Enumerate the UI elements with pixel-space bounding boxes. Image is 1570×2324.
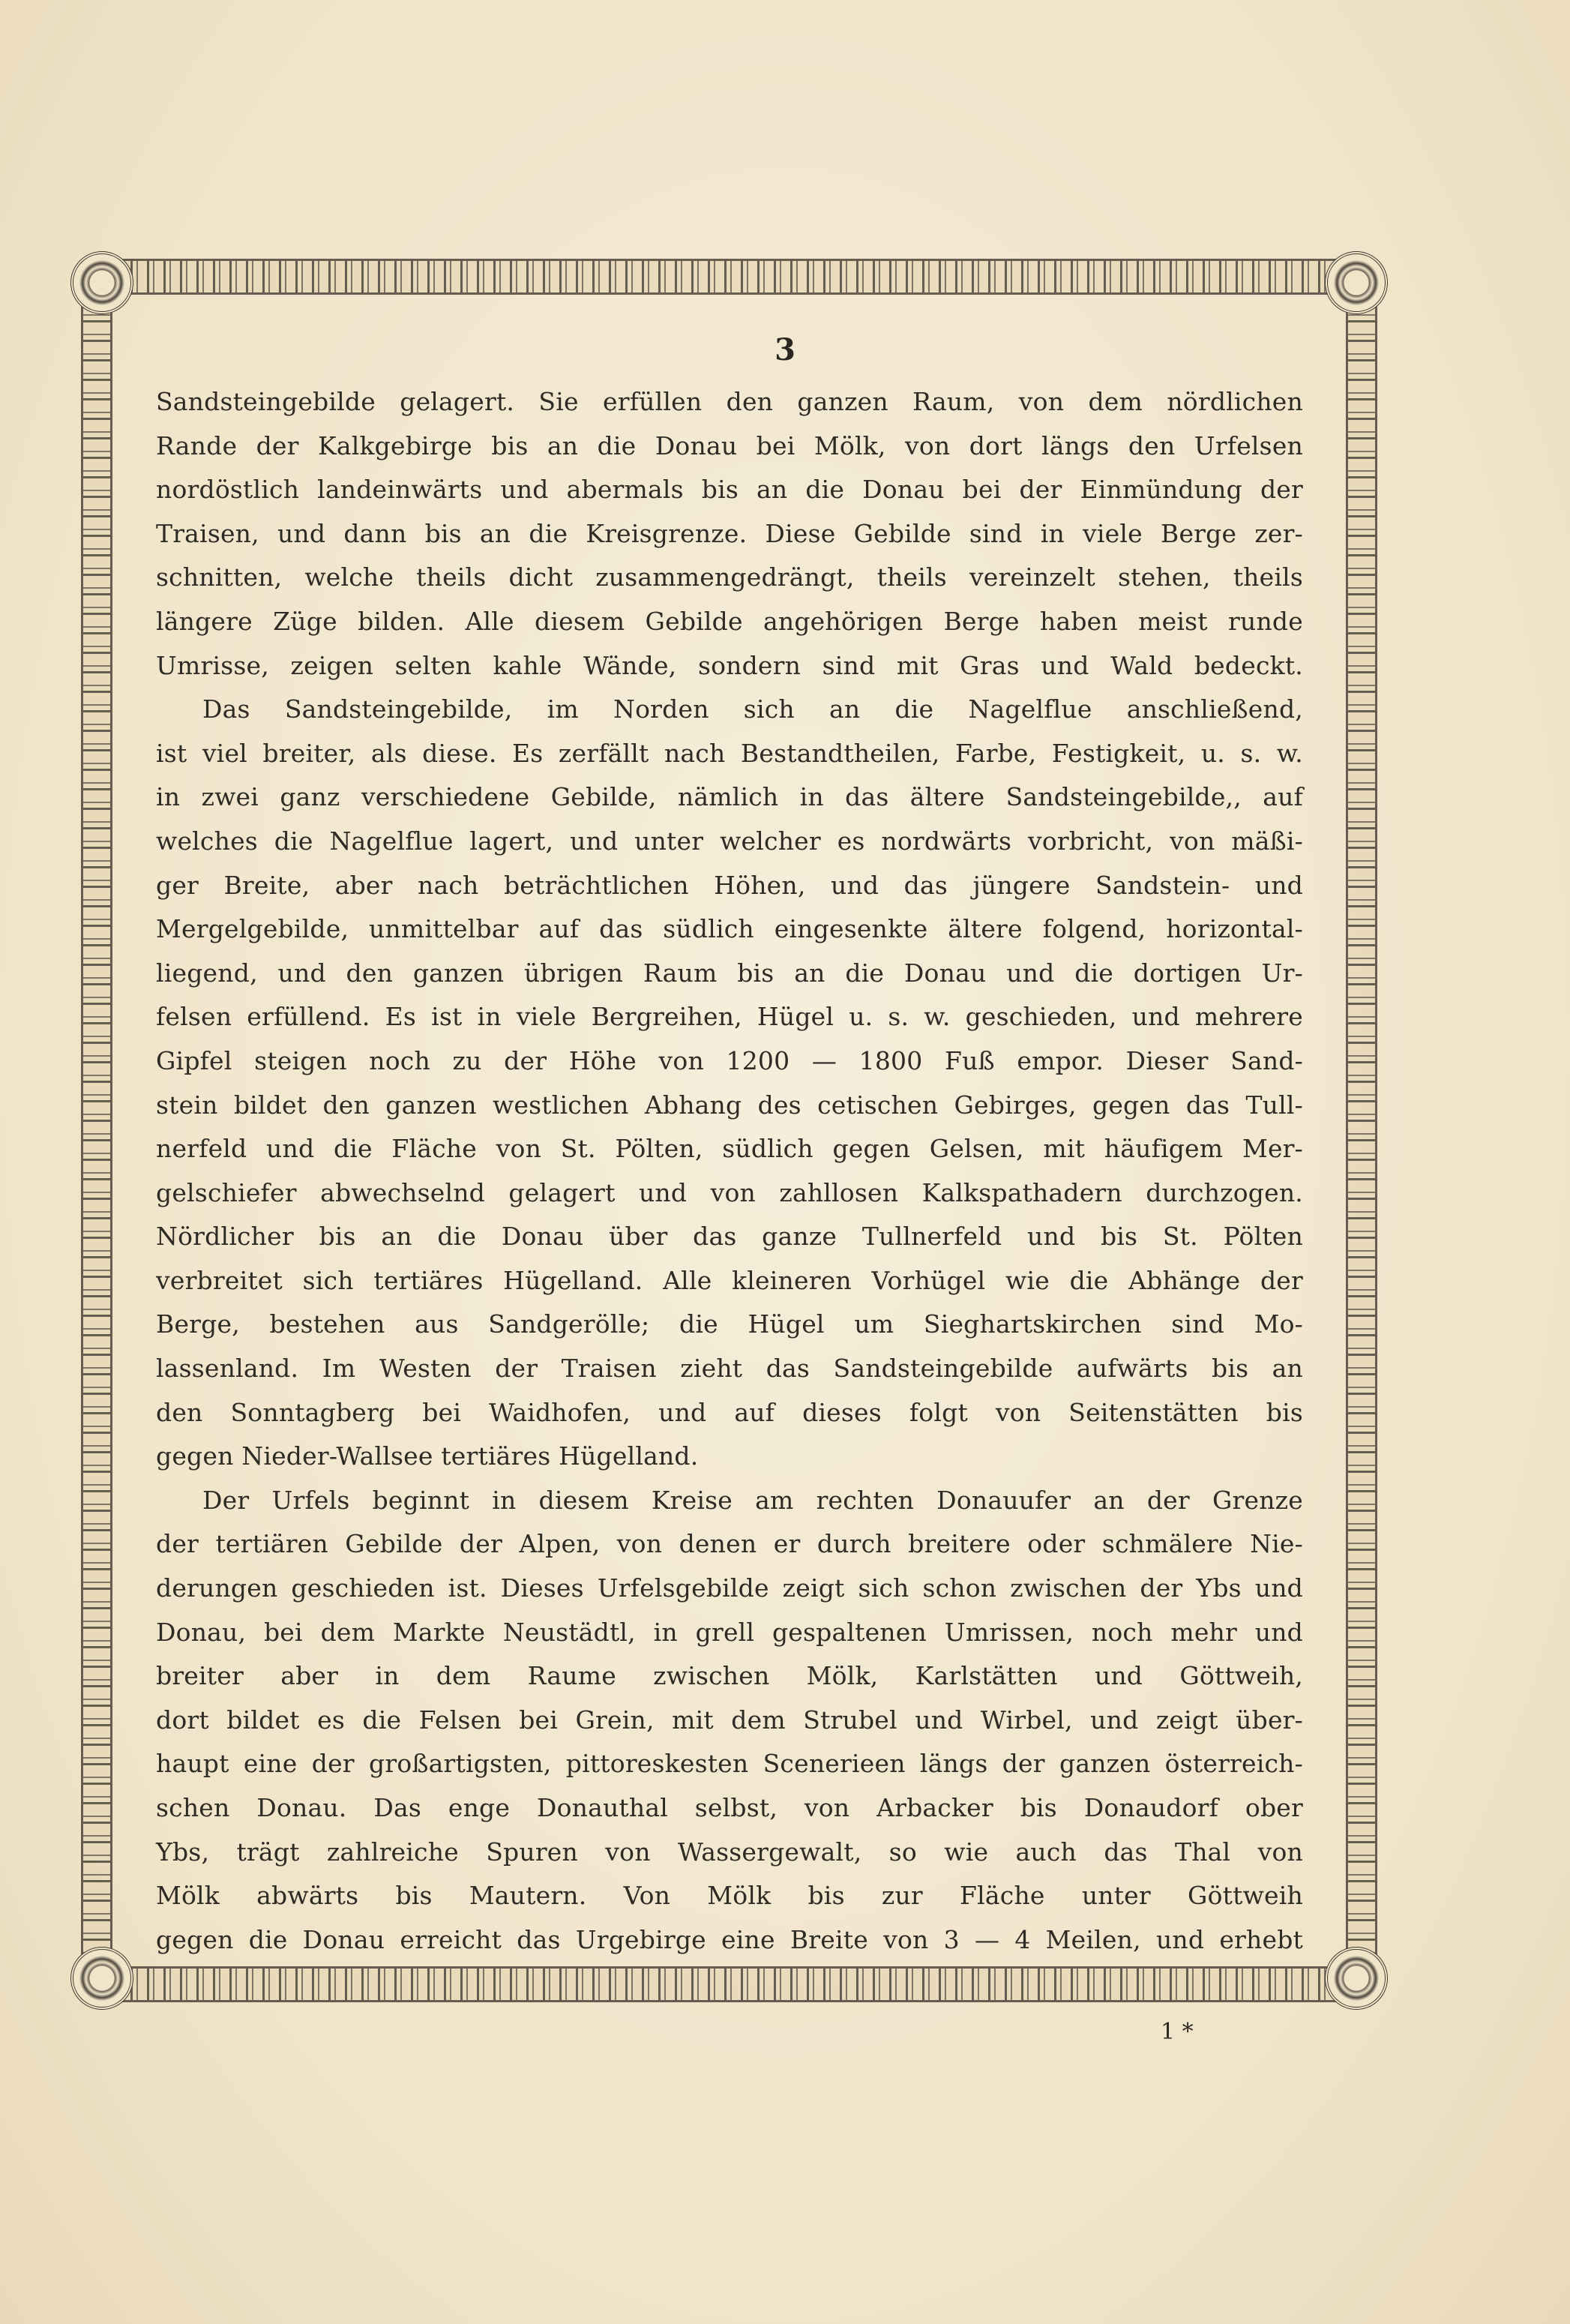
- text-line: Mölk abwärts bis Mautern. Von Mölk bis zur Fläche unter Göttweih: [156, 1881, 1303, 1911]
- text-line: haupt eine der großartigsten, pittoreskesten Scenerieen längs der ganzen österreich-: [156, 1749, 1303, 1779]
- text-line: Umrisse, zeigen selten kahle Wände, sondern sind mit Gras und Wald bedeckt.: [156, 650, 1303, 680]
- text-line: derungen geschieden ist. Dieses Urfelsgebilde zeigt sich schon zwischen der Ybs und: [156, 1573, 1303, 1603]
- text-line: Berge, bestehen aus Sandgerölle; die Hügel um Sieghartskirchen sind Mo-: [156, 1309, 1303, 1339]
- text-line: gegen Nieder-Wallsee tertiäres Hügelland.: [156, 1441, 699, 1471]
- text-line: Traisen, und dann bis an die Kreisgrenze. Diese Gebilde sind in viele Berge zer-: [156, 518, 1303, 548]
- text-line: Gipfel steigen noch zu der Höhe von 1200 — 1800 Fuß empor. Dieser Sand-: [156, 1045, 1303, 1075]
- text-line: Donau, bei dem Markte Neustädtl, in grell gespaltenen Umrissen, noch mehr und: [156, 1617, 1303, 1647]
- signature-mark: 1 *: [1161, 2019, 1194, 2045]
- text-line: welches die Nagelflue lagert, und unter welcher es nordwärts vorbricht, von mäßi-: [156, 826, 1303, 856]
- text-line: dort bildet es die Felsen bei Grein, mit dem Strubel und Wirbel, und zeigt über-: [156, 1705, 1303, 1735]
- text-line: schen Donau. Das enge Donauthal selbst, von Arbacker bis Donaudorf ober: [156, 1793, 1303, 1822]
- text-line: längere Züge bilden. Alle diesem Gebilde angehörigen Berge haben meist runde: [156, 606, 1303, 636]
- text-line: ist viel breiter, als diese. Es zerfällt nach Bestandtheilen, Farbe, Festigkeit, u. s. w.: [156, 738, 1303, 768]
- text-line: ger Breite, aber nach beträchtlichen Höhen, und das jüngere Sandstein- und: [156, 870, 1303, 900]
- border-left: [81, 281, 112, 1980]
- border-right: [1346, 281, 1377, 1980]
- text-line: Mergelgebilde, unmittelbar auf das südlich eingesenkte ältere folgend, horizontal-: [156, 914, 1303, 944]
- text-line: felsen erfüllend. Es ist in viele Bergreihen, Hügel u. s. w. geschieden, und mehrere: [156, 1002, 1303, 1032]
- corner-ornament-icon: [70, 1947, 133, 2010]
- border-bottom: [97, 1966, 1361, 2002]
- border-top: [97, 259, 1361, 295]
- corner-ornament-icon: [70, 251, 133, 314]
- text-line: Das Sandsteingebilde, im Norden sich an die Nagelflue anschließend,: [202, 694, 1303, 724]
- text-line: nordöstlich landeinwärts und abermals bis an die Donau bei der Einmündung der: [156, 475, 1303, 505]
- text-line: gegen die Donau erreicht das Urgebirge eine Breite von 3 — 4 Meilen, und erhebt: [156, 1924, 1303, 1954]
- text-line: gelschiefer abwechselnd gelagert und von zahllosen Kalkspathadern durchzogen.: [156, 1177, 1303, 1207]
- text-line: liegend, und den ganzen übrigen Raum bis an die Donau und die dortigen Ur-: [156, 958, 1303, 988]
- corner-ornament-icon: [1325, 251, 1388, 314]
- text-line: schnitten, welche theils dicht zusammengedrängt, theils vereinzelt stehen, theils: [156, 562, 1303, 592]
- text-line: Ybs, trägt zahlreiche Spuren von Wassergewalt, so wie auch das Thal von: [156, 1837, 1303, 1867]
- body-text: [156, 380, 1303, 1962]
- text-line: stein bildet den ganzen westlichen Abhang des cetischen Gebirges, gegen das Tull-: [156, 1090, 1303, 1120]
- text-line: lassenland. Im Westen der Traisen zieht das Sandsteingebilde aufwärts bis an: [156, 1354, 1303, 1384]
- text-line: verbreitet sich tertiäres Hügelland. Alle kleineren Vorhügel wie die Abhänge der: [156, 1265, 1303, 1295]
- text-line: Rande der Kalkgebirge bis an die Donau bei Mölk, von dort längs den Urfelsen: [156, 430, 1303, 460]
- text-line: Sandsteingebilde gelagert. Sie erfüllen den ganzen Raum, von dem nördlichen: [156, 387, 1303, 416]
- text-line: breiter aber in dem Raume zwischen Mölk, Karlstätten und Göttweih,: [156, 1661, 1303, 1691]
- text-line: den Sonntagberg bei Waidhofen, und auf dieses folgt von Seitenstätten bis: [156, 1397, 1303, 1427]
- text-line: Der Urfels beginnt in diesem Kreise am rechten Donauufer an der Grenze: [202, 1485, 1303, 1515]
- page-number: 3: [775, 332, 795, 367]
- text-line: der tertiären Gebilde der Alpen, von denen er durch breitere oder schmälere Nie-: [156, 1529, 1303, 1559]
- text-line: in zwei ganz verschiedene Gebilde, nämlich in das ältere Sandsteingebilde,, auf: [156, 782, 1303, 812]
- text-line: Nördlicher bis an die Donau über das ganze Tullnerfeld und bis St. Pölten: [156, 1222, 1303, 1252]
- corner-ornament-icon: [1325, 1947, 1388, 2010]
- text-line: nerfeld und die Fläche von St. Pölten, südlich gegen Gelsen, mit häufigem Mer-: [156, 1134, 1303, 1164]
